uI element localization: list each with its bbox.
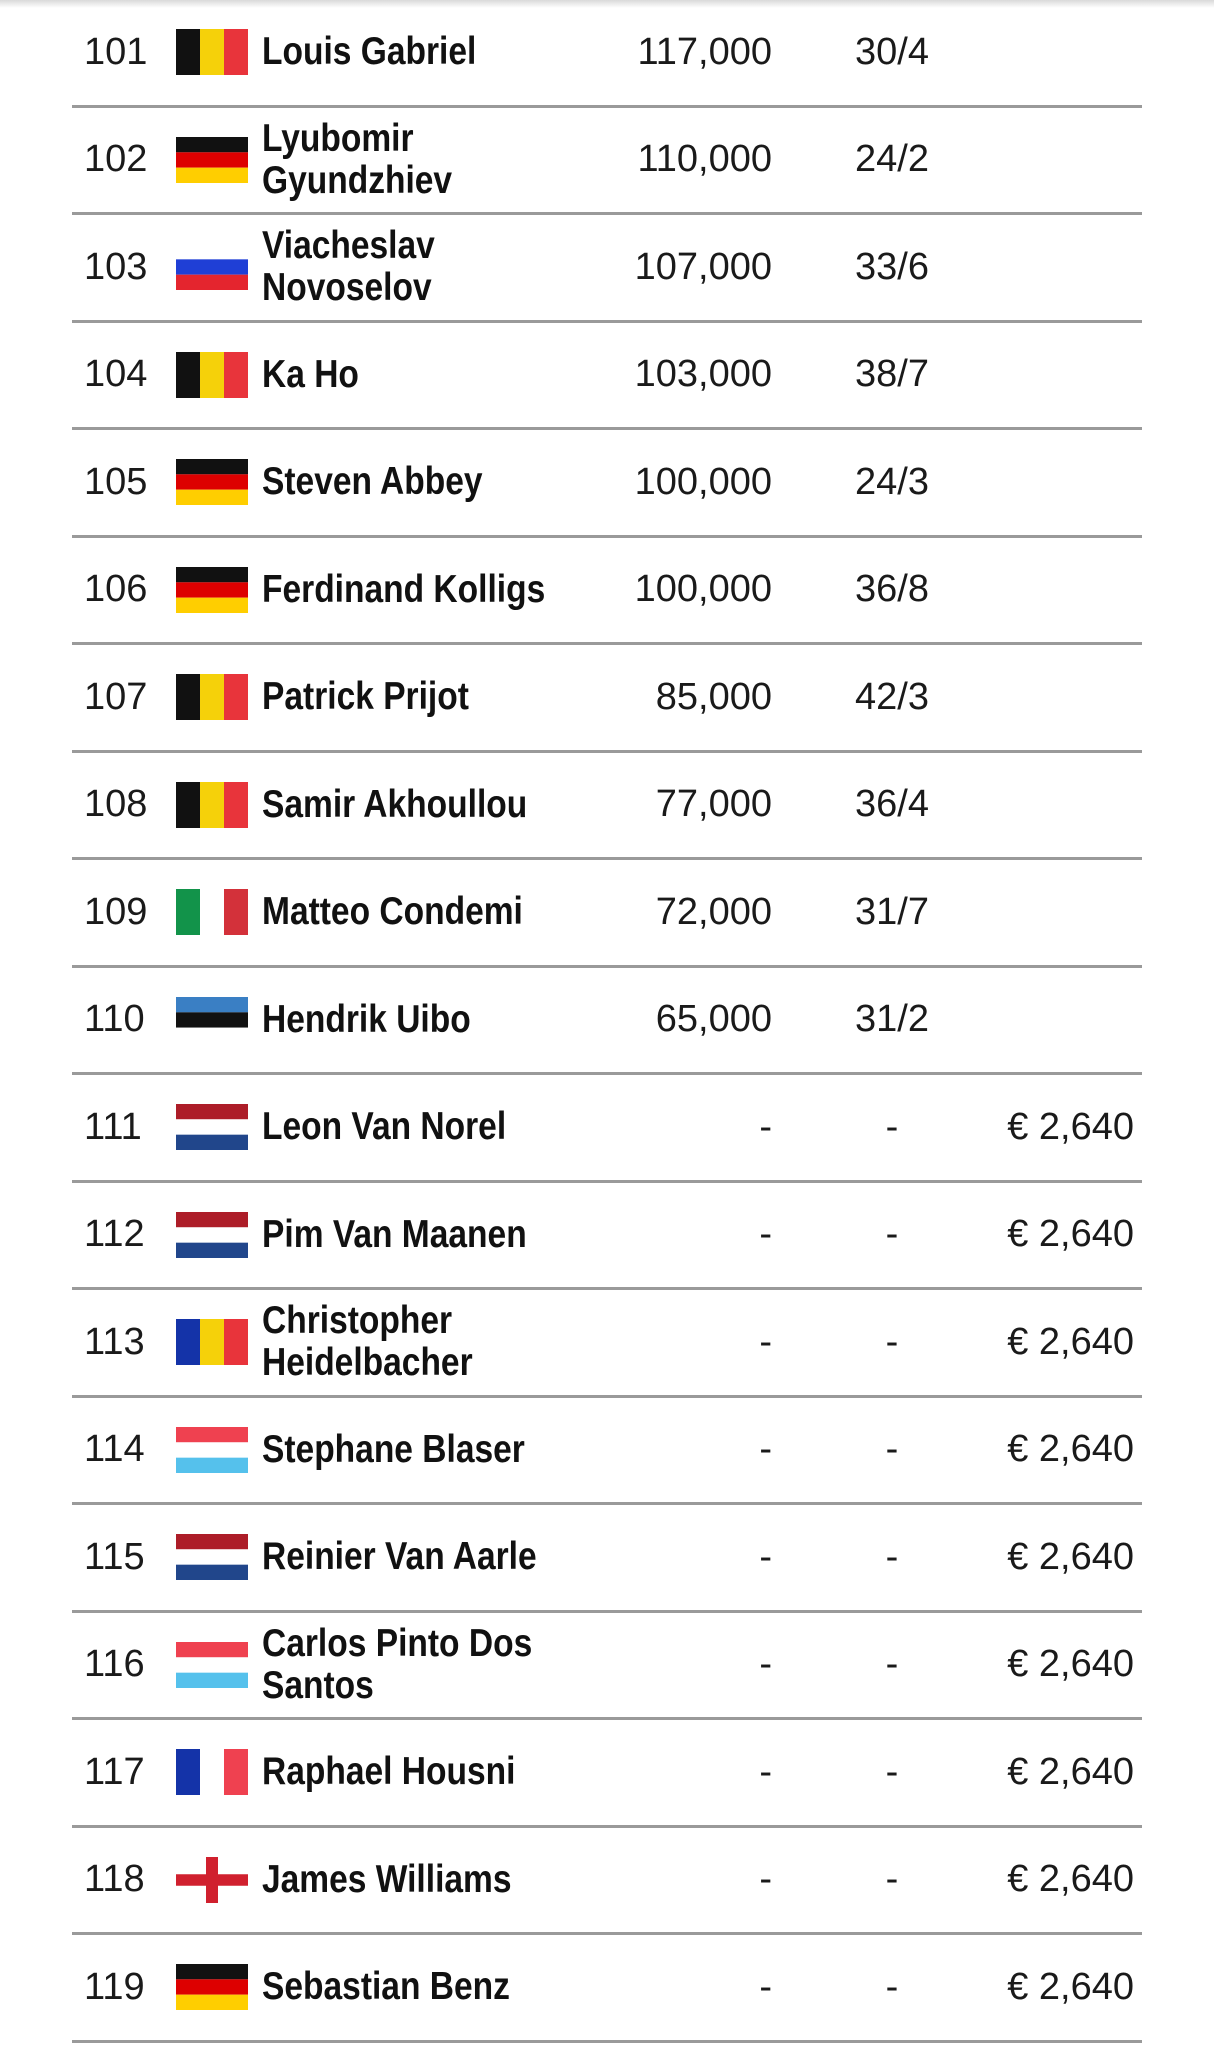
prize-money (952, 0, 1134, 105)
table-row[interactable] (72, 1505, 1142, 1613)
events-value: - (885, 1643, 899, 1686)
country-flag-cell (176, 323, 254, 428)
country-flag-cell (176, 108, 254, 213)
prize-money (952, 753, 1134, 858)
rank-number: 106 (84, 568, 148, 611)
prize-money: € 2,640 (1007, 1535, 1134, 1578)
points-value: - (759, 1750, 772, 1793)
player-name[interactable]: Matteo Condemi (262, 890, 523, 934)
country-flag-cell (176, 1398, 254, 1503)
player-name[interactable]: Carlos Pinto Dos Santos (262, 1621, 533, 1707)
prize-money: € 2,640 (1007, 1965, 1134, 2008)
rank-number: 118 (84, 1858, 145, 1901)
points-value: 65,000 (655, 998, 772, 1041)
netherlands-flag (176, 1534, 248, 1580)
points-value: - (759, 1858, 772, 1901)
events-value: 24/2 (855, 138, 929, 181)
events-value: - (885, 1428, 899, 1471)
rank-number: 115 (84, 1535, 145, 1578)
netherlands-flag (176, 1212, 248, 1258)
points-value: 100,000 (634, 568, 772, 611)
rank-number: 102 (84, 138, 148, 181)
netherlands-flag (176, 1104, 248, 1150)
points-value: - (759, 1105, 772, 1148)
table-row[interactable] (72, 538, 1142, 646)
player-name[interactable]: Ka Ho (262, 352, 359, 396)
prize-money: € 2,640 (1007, 1428, 1134, 1471)
points-value: - (759, 1535, 772, 1578)
table-row[interactable] (72, 1613, 1142, 1721)
prize-money: € 2,640 (1007, 1320, 1134, 1363)
rank-number: 101 (84, 30, 148, 73)
events-value: 31/7 (855, 890, 929, 933)
player-name[interactable]: Leon Van Norel (262, 1105, 507, 1149)
events-value: - (885, 1965, 899, 2008)
events-value: 36/4 (855, 783, 929, 826)
table-row[interactable] (72, 968, 1142, 1076)
table-row[interactable] (72, 0, 1142, 108)
events-value: 31/2 (855, 998, 929, 1041)
table-row[interactable] (72, 1935, 1142, 2043)
rank-number: 113 (84, 1320, 145, 1363)
belgium-flag (176, 674, 248, 720)
points-value: - (759, 1965, 772, 2008)
country-flag-cell (176, 1290, 254, 1395)
table-row[interactable] (72, 1075, 1142, 1183)
events-value: 24/3 (855, 460, 929, 503)
germany-flag (176, 567, 248, 613)
points-value: - (759, 1320, 772, 1363)
rank-number: 114 (84, 1428, 145, 1471)
country-flag-cell (176, 1828, 254, 1933)
events-value: - (885, 1750, 899, 1793)
events-value: 42/3 (855, 675, 929, 718)
prize-money (952, 538, 1134, 643)
events-value: 33/6 (855, 245, 929, 288)
events-value: - (885, 1858, 899, 1901)
events-value: - (885, 1535, 899, 1578)
rank-number: 103 (84, 245, 148, 288)
table-row[interactable] (72, 753, 1142, 861)
rank-number: 119 (84, 1965, 145, 2008)
luxembourg-flag (176, 1642, 248, 1688)
table-row[interactable] (72, 1828, 1142, 1936)
country-flag-cell (176, 860, 254, 965)
table-row[interactable] (72, 860, 1142, 968)
prize-money: € 2,640 (1007, 1105, 1134, 1148)
rank-number: 117 (84, 1750, 145, 1793)
player-name[interactable]: Sebastian Benz (262, 1965, 510, 2009)
prize-money (952, 968, 1134, 1073)
player-name[interactable]: Stephane Blaser (262, 1427, 525, 1471)
prize-money: € 2,640 (1007, 1750, 1134, 1793)
belgium-flag (176, 782, 248, 828)
prize-money (952, 860, 1134, 965)
player-name[interactable]: Ferdinand Kolligs (262, 567, 546, 611)
player-name[interactable]: Lyubomir Gyundzhiev (262, 116, 453, 202)
russia-flag (176, 244, 248, 290)
points-value: 103,000 (634, 353, 772, 396)
player-name[interactable]: Louis Gabriel (262, 30, 477, 74)
country-flag-cell (176, 430, 254, 535)
prize-money (952, 430, 1134, 535)
player-name[interactable]: Patrick Prijot (262, 675, 469, 719)
points-value: - (759, 1428, 772, 1471)
country-flag-cell (176, 753, 254, 858)
prize-money (952, 215, 1134, 320)
rank-number: 104 (84, 353, 148, 396)
italy-flag (176, 889, 248, 935)
estonia-flag (176, 997, 248, 1043)
points-value: 107,000 (634, 245, 772, 288)
germany-flag (176, 459, 248, 505)
table-row[interactable] (72, 1720, 1142, 1828)
player-name[interactable]: Samir Akhoullou (262, 782, 528, 826)
country-flag-cell (176, 1720, 254, 1825)
belgium-flag (176, 29, 248, 75)
rank-number: 107 (84, 675, 148, 718)
germany-flag (176, 1964, 248, 2010)
france-flag (176, 1749, 248, 1795)
prize-money (952, 323, 1134, 428)
country-flag-cell (176, 215, 254, 320)
table-row[interactable] (72, 1290, 1142, 1398)
events-value: 38/7 (855, 353, 929, 396)
country-flag-cell (176, 1183, 254, 1288)
prize-money: € 2,640 (1007, 1213, 1134, 1256)
table-row[interactable] (72, 1183, 1142, 1291)
events-value: 36/8 (855, 568, 929, 611)
country-flag-cell (176, 1075, 254, 1180)
country-flag-cell (176, 538, 254, 643)
belgium-flag (176, 352, 248, 398)
rank-number: 116 (84, 1643, 145, 1686)
country-flag-cell (176, 1613, 254, 1718)
table-row[interactable] (72, 645, 1142, 753)
points-value: 77,000 (655, 783, 772, 826)
country-flag-cell (176, 1505, 254, 1610)
rank-number: 109 (84, 890, 148, 933)
rank-number: 112 (84, 1213, 145, 1256)
player-name[interactable]: James Williams (262, 1857, 512, 1901)
player-name[interactable]: Christopher Heidelbacher (262, 1299, 473, 1385)
points-value: 110,000 (637, 138, 772, 181)
germany-flag (176, 137, 248, 183)
points-value: 100,000 (634, 460, 772, 503)
table-row[interactable] (72, 108, 1142, 216)
country-flag-cell (176, 645, 254, 750)
romania-flag (176, 1319, 248, 1365)
table-row[interactable] (72, 430, 1142, 538)
england-flag (176, 1857, 248, 1903)
points-value: 85,000 (655, 675, 772, 718)
table-row[interactable] (72, 323, 1142, 431)
table-row[interactable] (72, 1398, 1142, 1506)
player-name[interactable]: Pim Van Maanen (262, 1212, 527, 1256)
ranking-table (72, 0, 1142, 2043)
country-flag-cell (176, 0, 254, 105)
events-value: 30/4 (855, 30, 929, 73)
prize-money: € 2,640 (1007, 1858, 1134, 1901)
table-row[interactable] (72, 215, 1142, 323)
events-value: - (885, 1105, 899, 1148)
points-value: 72,000 (655, 890, 772, 933)
rank-number: 108 (84, 783, 148, 826)
prize-money: € 2,640 (1007, 1643, 1134, 1686)
country-flag-cell (176, 1935, 254, 2040)
points-value: 117,000 (637, 30, 772, 73)
luxembourg-flag (176, 1427, 248, 1473)
rank-number: 110 (84, 998, 145, 1041)
prize-money (952, 645, 1134, 750)
points-value: - (759, 1643, 772, 1686)
rank-number: 111 (84, 1105, 142, 1148)
player-name[interactable]: Viacheslav Novoselov (262, 224, 435, 310)
events-value: - (885, 1320, 899, 1363)
rank-number: 105 (84, 460, 148, 503)
prize-money (952, 108, 1134, 213)
player-name[interactable]: Reinier Van Aarle (262, 1535, 537, 1579)
player-name[interactable]: Raphael Housni (262, 1750, 516, 1794)
country-flag-cell (176, 968, 254, 1073)
player-name[interactable]: Hendrik Uibo (262, 997, 471, 1041)
points-value: - (759, 1213, 772, 1256)
events-value: - (885, 1213, 899, 1256)
player-name[interactable]: Steven Abbey (262, 460, 483, 504)
